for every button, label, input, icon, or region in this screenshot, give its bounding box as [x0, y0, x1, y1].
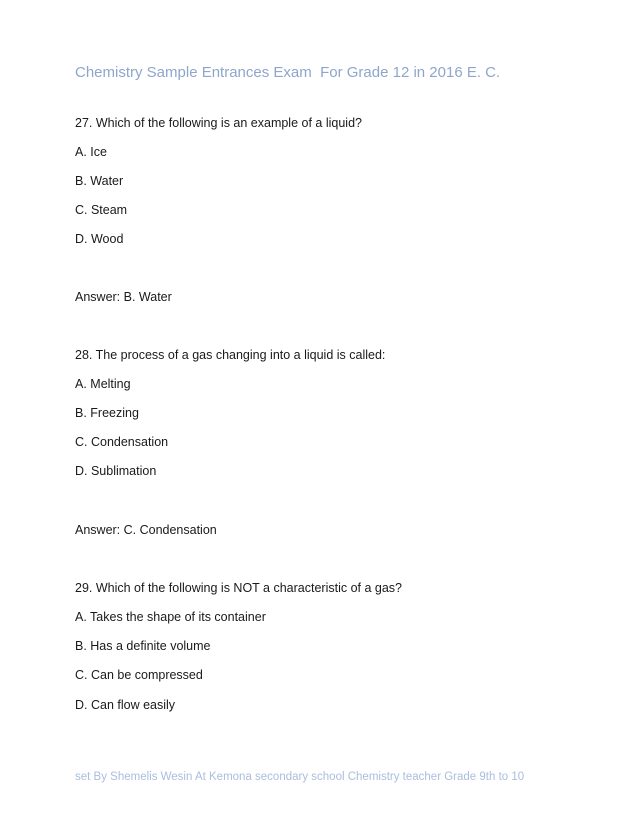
question-27-answer: Answer: B. Water [75, 290, 172, 304]
question-28-text: 28. The process of a gas changing into a liquid is called: [75, 348, 386, 362]
page-title: Chemistry Sample Entrances Exam For Grade 12 in 2016 E. C. [75, 64, 501, 81]
question-28-option-d: D. Sublimation [75, 464, 157, 478]
question-27-text: 27. Which of the following is an example of a liquid? [75, 116, 362, 130]
question-28-option-a: A. Melting [75, 377, 131, 391]
question-29-option-d: D. Can flow easily [75, 698, 176, 712]
page-footer: set By Shemelis Wesin At Kemona secondary school Chemistry teacher Grade 9th to 10 [75, 771, 525, 783]
question-27-option-d: D. Wood [75, 232, 124, 246]
question-29-text: 29. Which of the following is NOT a characteristic of a gas? [75, 581, 403, 595]
question-29-option-a: A. Takes the shape of its container [75, 610, 266, 624]
question-28-option-c: C. Condensation [75, 435, 169, 449]
question-29-option-c: C. Can be compressed [75, 668, 203, 682]
question-27-option-a: A. Ice [75, 145, 107, 159]
question-28-answer: Answer: C. Condensation [75, 523, 217, 537]
question-28-option-b: B. Freezing [75, 406, 139, 420]
question-27-option-c: C. Steam [75, 203, 128, 217]
question-29-option-b: B. Has a definite volume [75, 639, 211, 653]
question-27-option-b: B. Water [75, 174, 124, 188]
